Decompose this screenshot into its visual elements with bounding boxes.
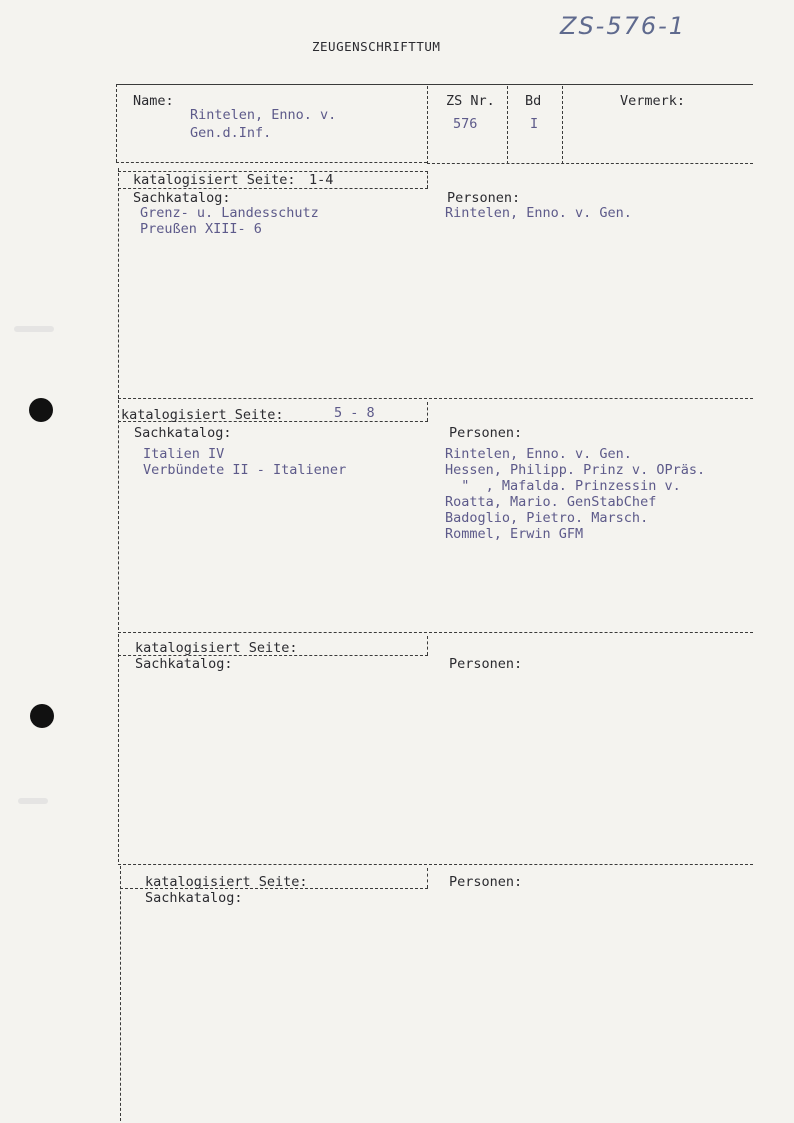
catalog-pages-label: katalogisiert Seite: xyxy=(145,874,308,890)
name-value: Rintelen, Enno. v. xyxy=(190,107,337,123)
archive-reference-handwritten: ZS-576-1 xyxy=(560,12,687,40)
rule-top xyxy=(116,84,753,85)
volume-value: I xyxy=(530,116,539,132)
rule-s4-top xyxy=(118,864,753,865)
person-item: Badoglio, Pietro. Marsch. xyxy=(445,510,649,526)
subject-item: Preußen XIII- 6 xyxy=(140,221,262,237)
punch-hole-top xyxy=(29,398,53,422)
subject-catalog-label: Sachkatalog: xyxy=(145,890,243,906)
person-item: Rintelen, Enno. v. Gen. xyxy=(445,205,632,221)
catalog-pages-label: katalogisiert Seite: xyxy=(135,640,298,656)
rule-s2-top xyxy=(118,398,753,399)
volume-label: Bd xyxy=(525,93,542,109)
rule-s3-top xyxy=(118,632,753,633)
persons-label: Personen: xyxy=(449,425,523,441)
zs-number-value: 576 xyxy=(453,116,478,132)
rule-divider-name xyxy=(427,86,428,164)
remark-label: Vermerk: xyxy=(620,93,686,109)
rule-s3-catalog-end xyxy=(427,636,428,655)
rule-divider-zs xyxy=(507,86,508,164)
subject-item: Grenz- u. Landesschutz xyxy=(140,205,319,221)
paper-mark xyxy=(14,326,54,332)
rule-s1-catalog-end xyxy=(427,171,428,188)
rule-left-top xyxy=(116,84,117,162)
rule-s4-catalog-end xyxy=(427,868,428,888)
paper-mark xyxy=(18,798,48,804)
catalog-pages-label: katalogisiert Seite: xyxy=(121,407,284,423)
name-label: Name: xyxy=(133,93,174,109)
subject-item: Verbündete II - Italiener xyxy=(143,462,347,478)
catalog-pages-value: 1-4 xyxy=(309,172,334,188)
persons-label: Personen: xyxy=(447,190,521,206)
subject-catalog-label: Sachkatalog: xyxy=(135,656,233,672)
catalog-pages-value: 5 - 8 xyxy=(334,405,375,421)
persons-label: Personen: xyxy=(449,656,523,672)
person-item: " , Mafalda. Prinzessin v. xyxy=(445,478,681,494)
person-item: Roatta, Mario. GenStabChef xyxy=(445,494,657,510)
rule-left-s2 xyxy=(118,400,119,630)
subject-catalog-label: Sachkatalog: xyxy=(133,190,231,206)
rule-divider-bd xyxy=(562,86,563,164)
rule-s2-catalog-end xyxy=(427,402,428,421)
subject-catalog-label: Sachkatalog: xyxy=(134,425,232,441)
punch-hole-bottom xyxy=(30,704,54,728)
rule-name-bottom xyxy=(116,162,427,163)
person-item: Rommel, Erwin GFM xyxy=(445,526,584,542)
rule-left-s4 xyxy=(120,866,121,1121)
persons-label: Personen: xyxy=(449,874,523,890)
rule-left-s1 xyxy=(118,168,119,398)
page-title: ZEUGENSCHRIFTTUM xyxy=(312,39,441,54)
subject-item: Italien IV xyxy=(143,446,225,462)
catalog-pages-label: katalogisiert Seite: xyxy=(133,172,296,188)
rule-top-bottom xyxy=(427,163,753,164)
person-item: Hessen, Philipp. Prinz v. OPräs. xyxy=(445,462,706,478)
zs-number-label: ZS Nr. xyxy=(446,93,495,109)
rank-value: Gen.d.Inf. xyxy=(190,125,272,141)
person-item: Rintelen, Enno. v. Gen. xyxy=(445,446,632,462)
rule-left-s3 xyxy=(118,634,119,862)
